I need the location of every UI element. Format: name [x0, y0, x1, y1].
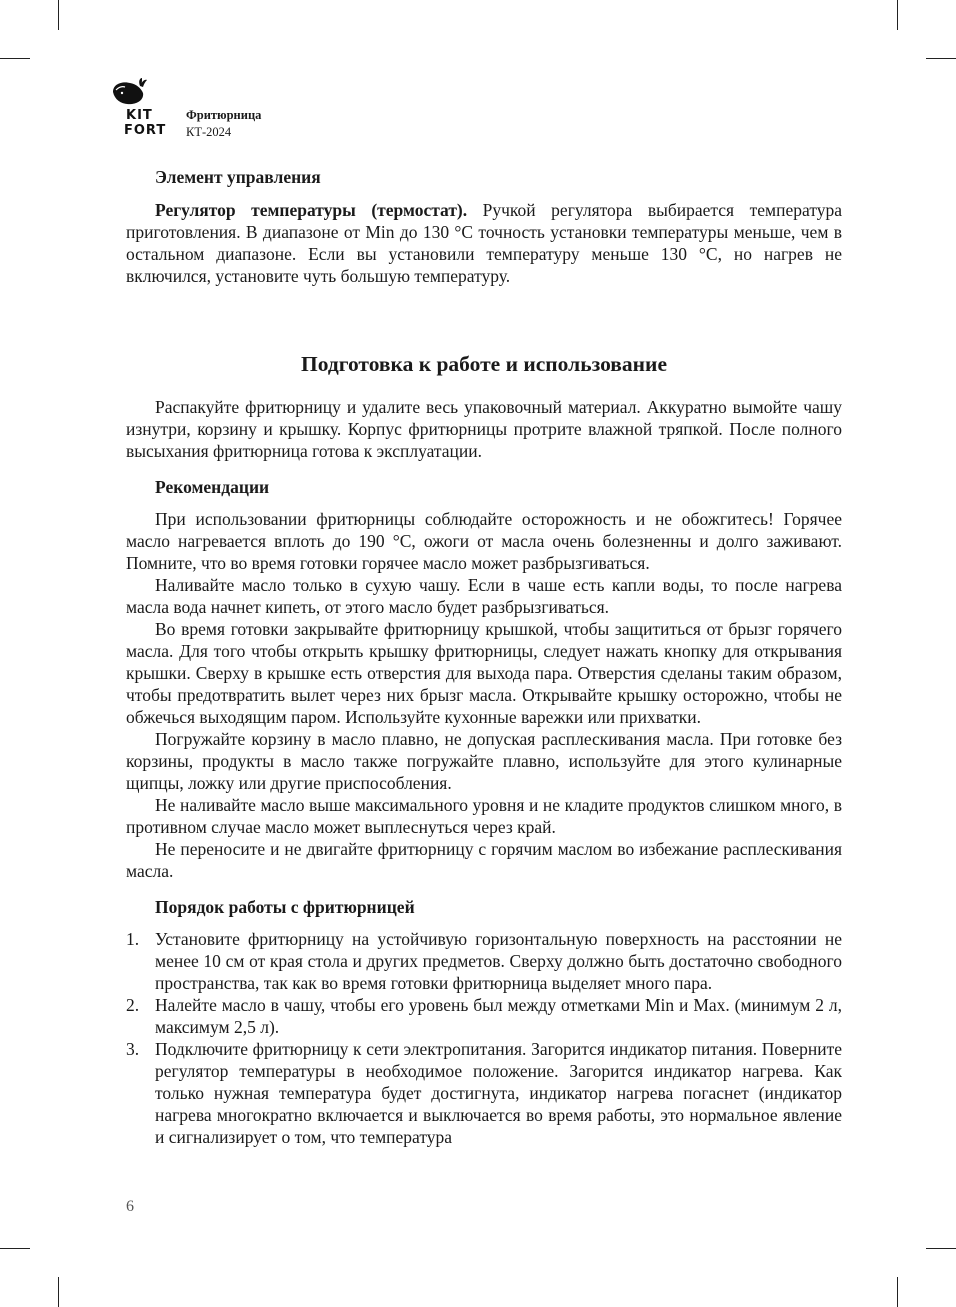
- recommendations-list: [126, 508, 842, 882]
- recommendation-paragraph: Не переносите и не двигайте фритюрницу с горячим маслом во избежание расплескивания масла.: [126, 839, 842, 881]
- step-text: Налейте масло в чашу, чтобы его уровень был между отметками Min и Max. (минимум 2 л, максимум 2,5 л).: [155, 995, 842, 1037]
- product-name: Фритюрница: [186, 108, 262, 122]
- product-model: КТ-2024: [186, 125, 232, 139]
- section-title: Подготовка к работе и использование: [301, 352, 667, 376]
- crop-mark: [926, 1248, 956, 1249]
- step-number: 3.: [126, 1039, 140, 1059]
- crop-mark: [897, 0, 898, 30]
- crop-mark: [0, 58, 30, 59]
- procedure-step: [126, 1038, 842, 1148]
- crop-mark: [58, 0, 59, 30]
- control-heading: Элемент управления: [155, 167, 321, 187]
- intro-paragraph: Распакуйте фритюрницу и удалите весь упаковочный материал. Аккуратно вымойте чашу изнутри, корзину и крышку. Корпус фритюрницы протрите влажной тряпкой. После полного высыхания фритюрница готова к эксплуатации.: [126, 397, 842, 461]
- step-number: 2.: [126, 995, 140, 1015]
- page-content: [126, 166, 842, 1148]
- crop-mark: [58, 1277, 59, 1307]
- page-number: 6: [126, 1198, 134, 1215]
- procedure-step: [126, 994, 842, 1038]
- recommendation-paragraph: При использовании фритюрницы соблюдайте осторожность и не обожгитесь! Горячее масло нагревается вплоть до 190 °C, ожоги от масла очень болезненны и долго заживают. Помните, что во время готовки горячее масло может разбрызгиваться.: [126, 509, 842, 573]
- crop-mark: [926, 58, 956, 59]
- brand-line-2: FORT: [124, 123, 167, 138]
- recommendations-heading: Рекомендации: [155, 477, 270, 497]
- crop-mark: [897, 1277, 898, 1307]
- recommendation-paragraph: Погружайте корзину в масло плавно, не допуская расплескивания масла. При готовке без корзины, продукты в масло также погружайте плавно, используйте для этого кулинарные щипцы, ложку или другие приспособления.: [126, 729, 842, 793]
- brand-line-1: KIT: [126, 108, 153, 123]
- recommendation-paragraph: Во время готовки закрывайте фритюрницу крышкой, чтобы защититься от брызг горячего масла. Для того чтобы открыть крышку фритюрницы, следует нажать кнопку для открывания крышки. Сверху в крышке есть отверстия для выхода пара. Отверстия сделаны таким образом, чтобы предотвратить вылет через них брызг масла. Открывайте крышку осторожно, чтобы не обжечься выходящим паром. Используйте кухонные варежки или прихватки.: [126, 619, 842, 727]
- step-text: Установите фритюрницу на устойчивую горизонтальную поверхность на расстоянии не менее 10 см от края стола и других предметов. Сверху должно быть достаточно свободного пространства, так как во время готовки фритюрница выделяет много пара.: [155, 929, 842, 993]
- step-text: Подключите фритюрницу к сети электропитания. Загорится индикатор питания. Поверните регулятор температуры в необходимое положение. Загорится индикатор нагрева. Как только нужная температура будет достигнута, индикатор нагрева погаснет (индикатор нагрева многократно включается и выключается во время работы, это нормальное явление и сигнализирует о том, что температура: [155, 1039, 842, 1147]
- whale-icon: [110, 78, 148, 108]
- control-paragraph: [126, 199, 842, 287]
- crop-mark: [0, 1248, 30, 1249]
- recommendation-paragraph: Не наливайте масло выше максимального уровня и не кладите продуктов слишком много, в противном случае масло может выплеснуться через край.: [126, 795, 842, 837]
- control-lead-text: Ручкой регулятора выбирается температура приготовления. В диапазоне от Min до 130 °C точность установки температуры меньше, чем в остальном диапазоне. Если вы установили температуру меньше 130 °C, но нагрев не включился, установите чуть большую температуру.: [126, 200, 842, 286]
- recommendation-paragraph: Наливайте масло только в сухую чашу. Если в чаше есть капли воды, то после нагрева масла вода начнет кипеть, от этого масло будет разбрызгиваться.: [126, 575, 842, 617]
- control-lead-bold: Регулятор температуры (термостат).: [155, 200, 468, 220]
- procedure-heading: Порядок работы с фритюрницей: [155, 897, 415, 917]
- brand-logo: [108, 78, 178, 140]
- procedure-step: [126, 928, 842, 994]
- step-number: 1.: [126, 929, 140, 949]
- procedure-steps: [126, 928, 842, 1148]
